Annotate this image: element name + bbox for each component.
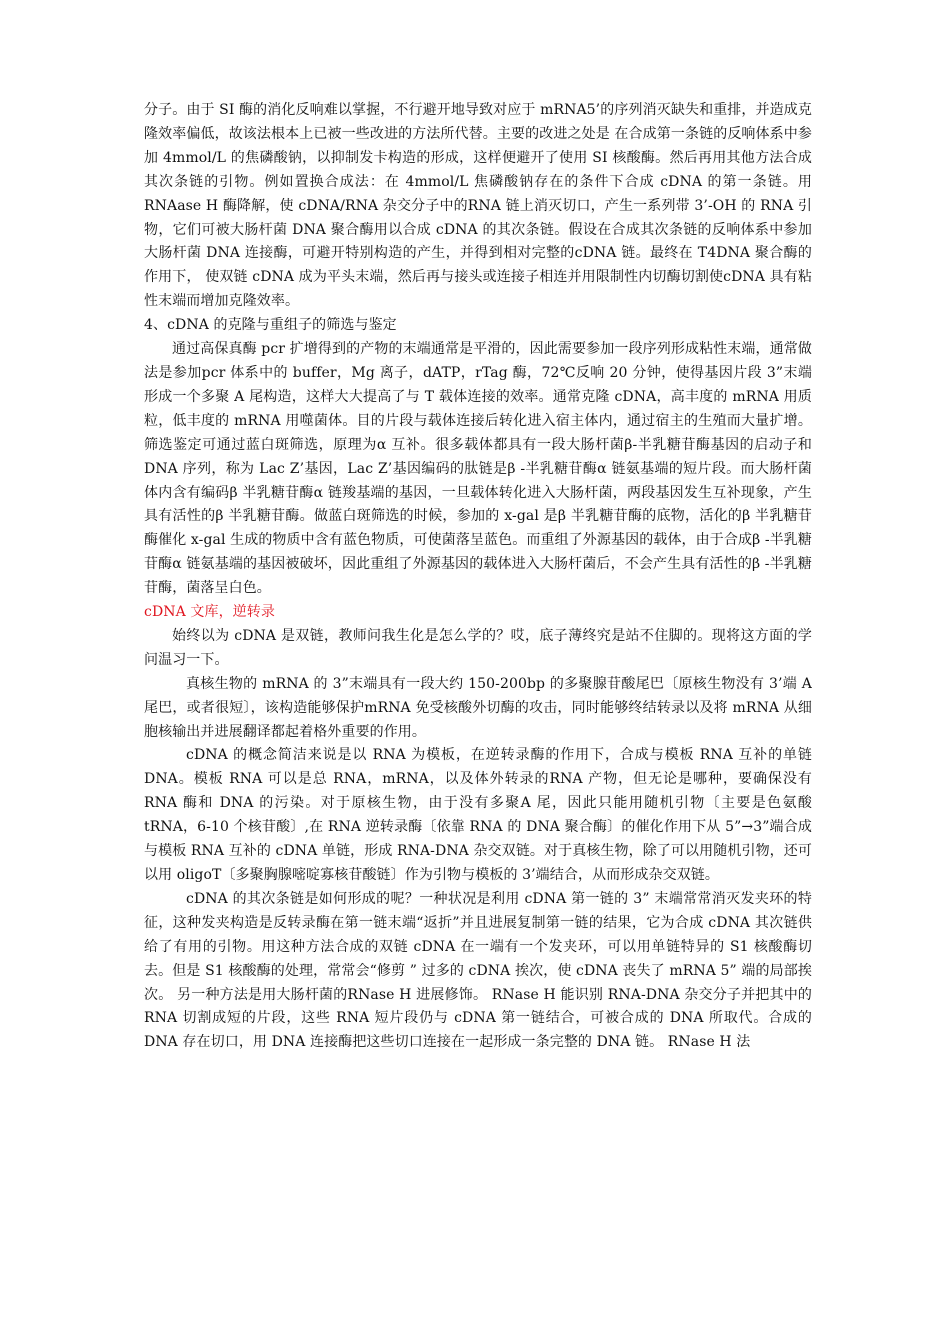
section-heading-cdna-library: cDNA 文库，逆转录	[144, 604, 275, 621]
document-body	[144, 99, 812, 1055]
paragraph-blue-white-screening: 通过高保真酶 pcr 扩增得到的产物的末端通常是平滑的，因此需要参加一段序列形成粘性末端，通常做法是参加pcr 体系中的 buffer，Mg 离子，dATP，rTag 酶，72℃反响 20 分钟，使得基因片段 3”末端形成一个多聚 A 尾构造，这样大大提高了与 T 载体连接的效率。通常克隆 cDNA，高丰度的 mRNA 用质粒，低丰度的 mRNA 用噬菌体。目的片段与载体连接后转化进入宿主体内，通过宿主的生殖而大量扩增。筛选鉴定可通过蓝白斑筛选，原理为α 互补。很多载体都具有一段大肠杆菌β-半乳糖苷酶基因的启动子和 DNA 序列，称为 Lac Z’基因，Lac Z’基因编码的肽链是β -半乳糖苷酶α 链氨基端的短片段。而大肠杆菌体内含有编码β 半乳糖苷酶α 链羧基端的基因，一旦载体转化进入大肠杆菌，两段基因发生互补现象，产生具有活性的β 半乳糖苷酶。做蓝白斑筛选的时候，参加的 x-gal 是β 半乳糖苷酶的底物，活化的β 半乳糖苷酶催化 x-gal 生成的物质中含有蓝色物质，可使菌落呈蓝色。而重组了外源基因的载体，由于合成β -半乳糖苷酶α 链氨基端的基因被破坏，因此重组了外源基因的载体进入大肠杆菌后，不会产生具有活性的β -半乳糖苷酶，菌落呈白色。	[144, 341, 812, 597]
paragraph-second-strand-formation: cDNA 的其次条链是如何形成的呢？一种状况是利用 cDNA 第一链的 3” 末端常常消灭发夹环的特征，这种发夹构造是反转录酶在第一链末端“返折”并且进展复制第一链的结果，它为合成 cDNA 其次链供给了有用的引物。用这种方法合成的双链 cDNA 在一端有一个发夹环，可以用单链特异的 S1 核酸酶切去。但是 S1 核酸酶的处理，常常会“修剪 ” 过多的 cDNA 挨次，使 cDNA 丧失了 mRNA 5” 端的局部挨次。 另一种方法是用大肠杆菌的RNase H 进展修饰。 RNase H 能识别 RNA-DNA 杂交分子并把其中的 RNA 切割成短的片段，这些 RNA 短片段仍与 cDNA 第一链结合，可被合成的 DNA 所取代。合成的 DNA 存在切口，用 DNA 连接酶把这些切口连接在一起形成一条完整的 DNA 链。 RNase H 法	[144, 890, 812, 1051]
paragraph-intro-review: 始终以为 cDNA 是双链，教师问我生化是怎么学的？哎，底子薄终究是站不住脚的。现将这方面的学问温习一下。	[144, 627, 812, 668]
paragraph-cdna-concept: cDNA 的概念简洁来说是以 RNA 为模板，在逆转录酶的作用下，合成与模板 RNA 互补的单链 DNA。模板 RNA 可以是总 RNA，mRNA，以及体外转录的RNA 产物，但无论是哪种，要确保没有 RNA 酶和 DNA 的污染。对于原核生物，由于没有多聚A 尾，因此只能用随机引物〔主要是色氨酸 tRNA，6-10 个核苷酸〕,在 RNA 逆转录酶〔依靠 RNA 的 DNA 聚合酶〕的催化作用下从 5”→3”端合成与模板 RNA 互补的 cDNA 单链，形成 RNA-DNA 杂交双链。对于真核生物，除了可以用随机引物，还可以用 oligoT〔多聚胸腺嘧啶寡核苷酸链〕作为引物与模板的 3’端结合，从而形成杂交双链。	[144, 747, 812, 883]
section-heading-cloning-screening: 4、cDNA 的克隆与重组子的筛选与鉴定	[144, 317, 397, 334]
paragraph-polya-tail: 真核生物的 mRNA 的 3”末端具有一段大约 150-200bp 的多聚腺苷酸尾巴〔原核生物没有 3’端 A 尾巴，或者很短〕，该构造能够保护mRNA 免受核酸外切酶的攻击，同时能够终结转录以及将 mRNA 从细胞核输出并进展翻译都起着格外重要的作用。	[144, 675, 812, 740]
paragraph-cdna-second-strand-methods: 分子。由于 SI 酶的消化反响难以掌握，不行避开地导致对应于 mRNA5’的序列消灭缺失和重排，并造成克隆效率偏低，故该法根本上已被一些改进的方法所代替。主要的改进之处是 在合成第一条链的反响体系中参加 4mmol/L 的焦磷酸钠，以抑制发卡构造的形成，这样便避开了使用 SI 核酸酶。然后再用其他方法合成其次条链的引物。例如置换合成法：在 4mmol/L 焦磷酸钠存在的条件下合成 cDNA 的第一条链。用 RNAase H 酶降解，使 cDNA/RNA 杂交分子中的RNA 链上消灭切口，产生一系列带 3’-OH 的 RNA 引物，它们可被大肠杆菌 DNA 聚合酶用以合成 cDNA 的其次条链。假设在合成其次条链的反响体系中参加大肠杆菌 DNA 连接酶，可避开特别构造的产生，并得到相对完整的cDNA 链。最终在 T4DNA 聚合酶的作用下， 使双链 cDNA 成为平头末端，然后再与接头或连接子相连并用限制性内切酶切割使cDNA 具有粘性末端而增加克隆效率。	[144, 102, 812, 310]
